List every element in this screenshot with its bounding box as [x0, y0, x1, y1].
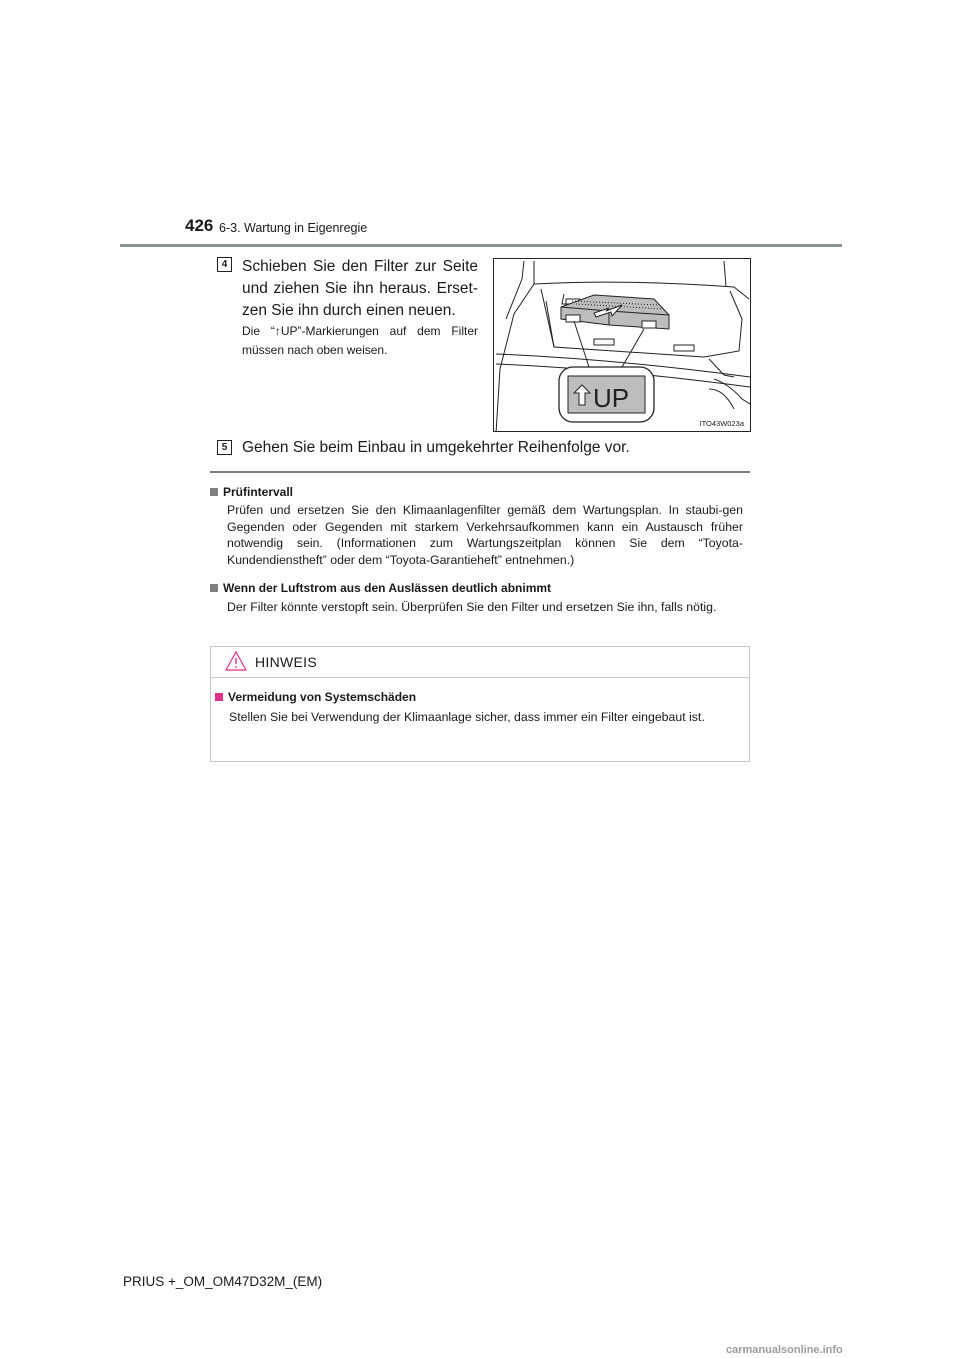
- bullet-square-icon: [215, 693, 223, 701]
- notice-box: [210, 646, 750, 762]
- header-rule: [120, 244, 842, 247]
- info-title-inspection-text: Prüfintervall: [223, 485, 294, 499]
- step-5-text: Gehen Sie beim Einbau in umgekehrter Reihenfolge vor.: [242, 439, 630, 456]
- page-number: 426: [185, 216, 214, 235]
- notice-title-text: Vermeidung von Systemschäden: [228, 690, 417, 704]
- step-number-5: 5: [217, 440, 232, 455]
- section-title: 6-3. Wartung in Eigenregie: [219, 221, 368, 235]
- warning-triangle-icon: [225, 651, 247, 671]
- filter-drawing: [494, 259, 751, 432]
- up-label: UP: [593, 383, 630, 413]
- notice-label: HINWEIS: [255, 654, 317, 670]
- info-title-airflow: [210, 581, 551, 595]
- bullet-square-icon: [210, 488, 218, 496]
- info-body-inspection: Prüfen und ersetzen Sie den Klimaanlagenfilter gemäß dem Wartungsplan. In staubi-gen Gegenden oder Gegenden mit starkem Verkehrsaufkommen kann ein Austausch früher notwendig sein. (Informationen zum Wartungszeitplan können Sie dem “Toyota-Kundendienstheft” oder dem “Toyota-Garantieheft” entnehmen.): [227, 503, 743, 567]
- figure-code: ITO43W023a: [699, 419, 744, 428]
- section-divider: [210, 471, 750, 473]
- notice-body: Stellen Sie bei Verwendung der Klimaanlage sicher, dass immer ein Filter eingebaut ist.: [229, 710, 705, 724]
- step-4-note: Die “↑UP”-Markierungen auf dem Filter müssen nach oben weisen.: [242, 324, 478, 357]
- filter-illustration: [493, 258, 751, 432]
- watermark: carmanualsonline.info: [726, 1344, 843, 1356]
- step-4-text: Schieben Sie den Filter zur Seite und ziehen Sie ihn heraus. Erset-zen Sie ihn durch einen neuen.: [242, 258, 478, 319]
- footer-code: PRIUS +_OM_OM47D32M_(EM): [123, 1274, 323, 1289]
- step-number-4: 4: [217, 257, 232, 272]
- notice-header: [211, 647, 749, 678]
- bullet-square-icon: [210, 584, 218, 592]
- notice-title: [215, 690, 416, 704]
- info-title-airflow-text: Wenn der Luftstrom aus den Auslässen deutlich abnimmt: [223, 581, 552, 595]
- info-body-airflow: Der Filter könnte verstopft sein. Überprüfen Sie den Filter und ersetzen Sie ihn, falls nötig.: [227, 600, 717, 614]
- info-title-inspection: [210, 485, 293, 499]
